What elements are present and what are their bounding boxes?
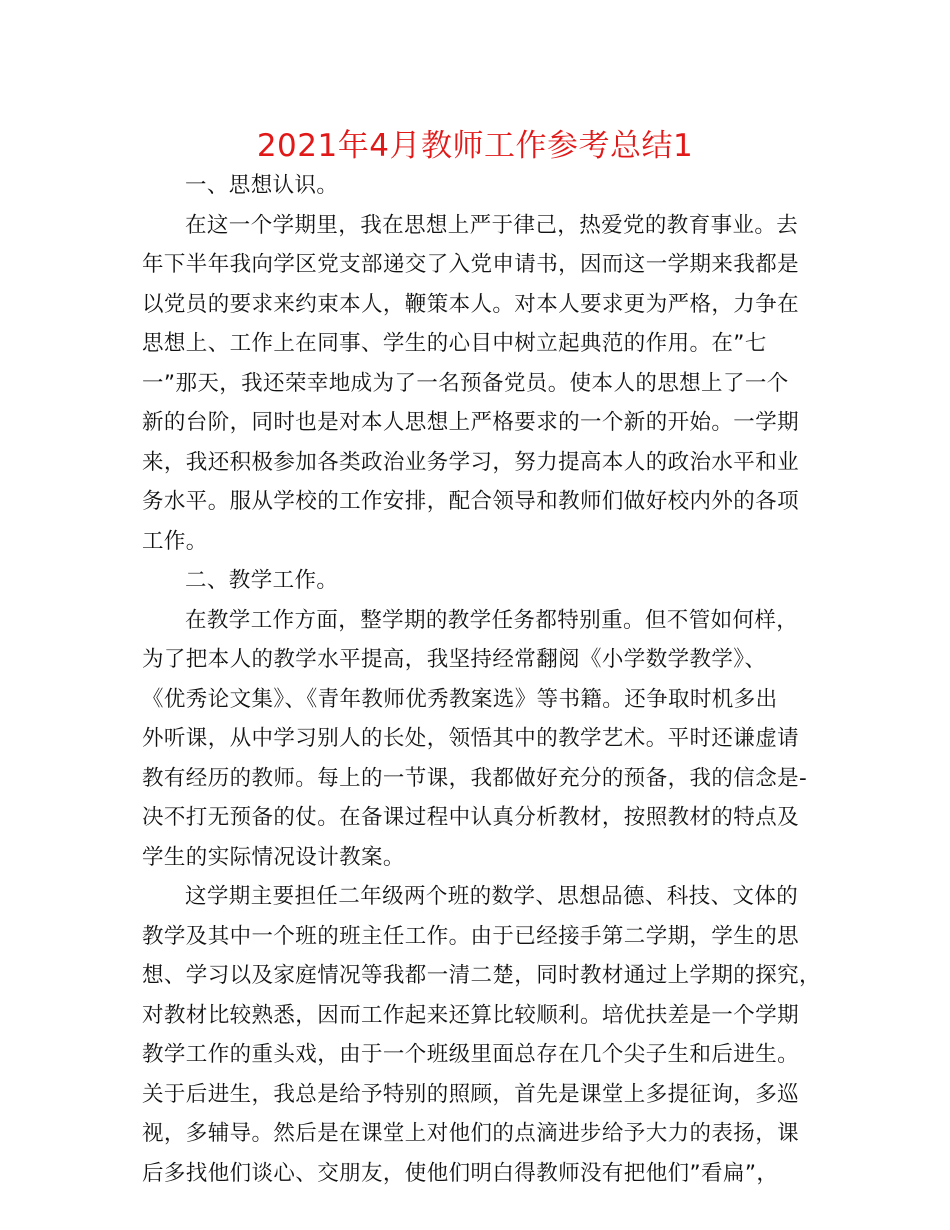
paragraph-line: 在这一个学期里，我在思想上严于律己，热爱党的教育事业。去 <box>185 212 799 238</box>
paragraph-line: 思想上、工作上在同事、学生的心目中树立起典范的作用。在”七 <box>142 331 767 356</box>
paragraph-line: 教有经历的教师。每上的一节课，我都做好充分的预备，我的信念是- <box>142 765 808 791</box>
paragraph-line: 教学工作的重头戏，由于一个班级里面总存在几个尖子生和后进生。 <box>142 1042 800 1067</box>
paragraph-line: 在教学工作方面，整学期的教学任务都特别重。但不管如何样， <box>185 607 799 633</box>
paragraph-line: 对教材比较熟悉，因而工作起来还算比较顺利。培优扶差是一个学期 <box>142 1002 800 1028</box>
document-body <box>142 166 822 1193</box>
paragraph-line: 一”那天，我还荣幸地成为了一名预备党员。使本人的思想上了一个 <box>142 370 789 396</box>
paragraph-line: 来，我还积极参加各类政治业务学习，努力提高本人的政治水平和业 <box>142 449 800 475</box>
paragraph-line: 学生的实际情况设计教案。 <box>142 844 405 870</box>
paragraph-line: 教学及其中一个班的班主任工作。由于已经接手第二学期，学生的思 <box>142 923 800 949</box>
paragraph-line: 《优秀论文集》、《青年教师优秀教案选》等书籍。还争取时机多出 <box>142 686 778 712</box>
paragraph-line: 视，多辅导。然后是在课堂上对他们的点滴进步给予大力的表扬，课 <box>142 1121 800 1146</box>
paragraph-line: 工作。 <box>142 528 208 554</box>
document-title: 2021年4月教师工作参考总结1 <box>256 128 694 164</box>
paragraph-line: 决不打无预备的仗。在备课过程中认真分析教材，按照教材的特点及 <box>142 805 800 830</box>
paragraph-line: 以党员的要求来约束本人，鞭策本人。对本人要求更为严格，力争在 <box>142 291 800 317</box>
section-heading: 二、教学工作。 <box>185 568 339 593</box>
section-heading: 一、思想认识。 <box>185 173 339 198</box>
paragraph-line: 后多找他们谈心、交朋友，使他们明白得教师没有把他们”看扁”， <box>142 1160 779 1186</box>
paragraph-line: 想、学习以及家庭情况等我都一清二楚，同时教材通过上学期的探究， <box>142 963 821 988</box>
paragraph-line: 年下半年我向学区党支部递交了入党申请书，因而这一学期来我都是 <box>142 252 800 277</box>
paragraph-line: 务水平。服从学校的工作安排，配合领导和教师们做好校内外的各项 <box>142 489 800 514</box>
paragraph-line: 关于后进生，我总是给予特别的照顾，首先是课堂上多提征询，多巡 <box>142 1081 800 1107</box>
paragraph-line: 这学期主要担任二年级两个班的数学、思想品德、科技、文体的 <box>185 884 799 909</box>
paragraph-line: 新的台阶，同时也是对本人思想上严格要求的一个新的开始。一学期 <box>142 410 800 435</box>
paragraph-line: 为了把本人的教学水平提高，我坚持经常翻阅《小学数学教学》、 <box>142 647 767 672</box>
paragraph-line: 外听课，从中学习别人的长处，领悟其中的教学艺术。平时还谦虚请 <box>142 726 800 751</box>
